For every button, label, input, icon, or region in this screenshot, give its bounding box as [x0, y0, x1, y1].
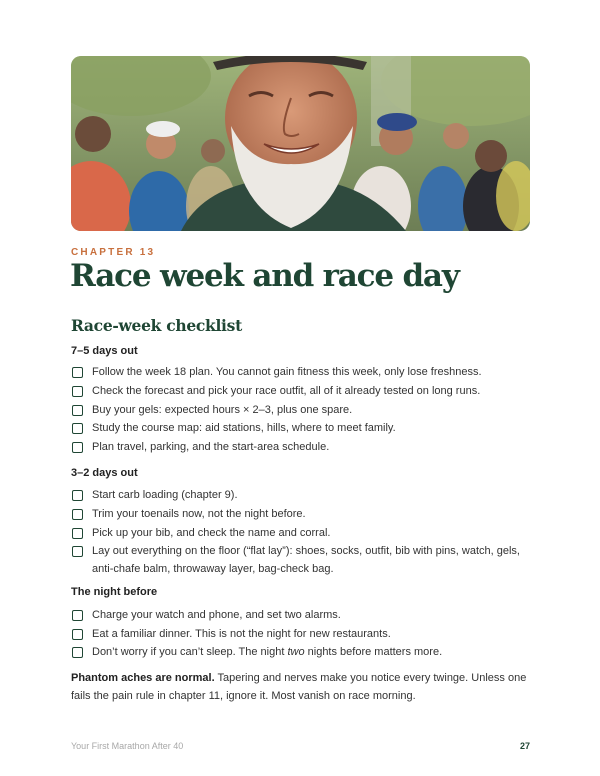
checkbox[interactable]: [72, 509, 83, 520]
checklist-item[interactable]: [71, 404, 531, 419]
checklist-item-text: Check the forecast and pick your race outfit, all of it already tested on long runs.: [92, 385, 481, 397]
group-heading-7-5-days: 7–5 days out: [71, 345, 138, 357]
page-number: 27: [519, 741, 530, 751]
checklist-item-text: Follow the week 18 plan. You cannot gain fitness this week, only lose freshness.: [92, 366, 482, 378]
chapter-title: Race week and race day: [70, 258, 459, 294]
checklist-item-text: Eat a familiar dinner. This is not the night for new restaurants.: [92, 628, 391, 640]
checklist-item-text: Plan travel, parking, and the start-area schedule.: [92, 441, 330, 453]
note-lead: Phantom aches are normal.: [71, 672, 215, 684]
checklist-item-text: Charge your watch and phone, and set two alarms.: [92, 609, 341, 621]
checkbox[interactable]: [72, 490, 83, 501]
note-text: Tapering and nerves make you notice every twinge. Unless one fails the pain rule in chapter 11, ignore it. Most vanish on race morning.: [71, 672, 527, 702]
checklist-item[interactable]: [71, 527, 531, 542]
text-segment: nights before matters more.: [304, 646, 443, 658]
checklist-item[interactable]: [71, 366, 531, 381]
emphasis-text: two: [287, 646, 305, 658]
checklist-item-text: Trim your toenails now, not the night before.: [92, 508, 306, 520]
checklist-item-text: Lay out everything on the floor (“flat lay”): shoes, socks, outfit, bib with pins, watch, gels, anti-chafe balm, throwaway layer, bag-check bag.: [92, 545, 520, 575]
checkbox[interactable]: [72, 610, 83, 621]
checkbox[interactable]: [72, 442, 83, 453]
checkbox[interactable]: [72, 629, 83, 640]
checklist-item-text: Buy your gels: expected hours × 2–3, plus one spare.: [92, 404, 353, 416]
checkbox[interactable]: [72, 405, 83, 416]
checklist-item[interactable]: [71, 508, 531, 523]
checklist-item-text: Study the course map: aid stations, hills, where to meet family.: [92, 422, 396, 434]
checkbox[interactable]: [72, 546, 83, 557]
checklist-item[interactable]: [71, 489, 531, 504]
checklist-item[interactable]: [71, 628, 531, 643]
checklist-item-text: Pick up your bib, and check the name and corral.: [92, 527, 331, 539]
checkbox[interactable]: [72, 647, 83, 658]
checklist-item-text: [92, 643, 531, 661]
checkbox[interactable]: [72, 423, 83, 434]
checkbox[interactable]: [72, 528, 83, 539]
group-heading-3-2-days: 3–2 days out: [71, 467, 138, 479]
text-segment: Don’t worry if you can’t sleep. The night: [92, 646, 288, 658]
checklist-item[interactable]: [71, 385, 531, 400]
checkbox[interactable]: [72, 367, 83, 378]
checklist-item[interactable]: [71, 646, 531, 661]
footer-book-title: Your First Marathon After 40: [71, 741, 184, 751]
chapter-label: CHAPTER 13: [71, 247, 156, 258]
checklist-item-text: Start carb loading (chapter 9).: [92, 489, 238, 501]
checklist-item[interactable]: [71, 609, 531, 624]
checklist-item[interactable]: [71, 545, 531, 578]
group-heading-night-before: The night before: [71, 586, 158, 598]
hero-photo: [71, 56, 530, 231]
note-paragraph: [71, 669, 531, 705]
section-title: Race-week checklist: [71, 316, 242, 335]
checklist-item[interactable]: [71, 422, 531, 437]
checkbox[interactable]: [72, 386, 83, 397]
checklist-item[interactable]: [71, 441, 531, 456]
